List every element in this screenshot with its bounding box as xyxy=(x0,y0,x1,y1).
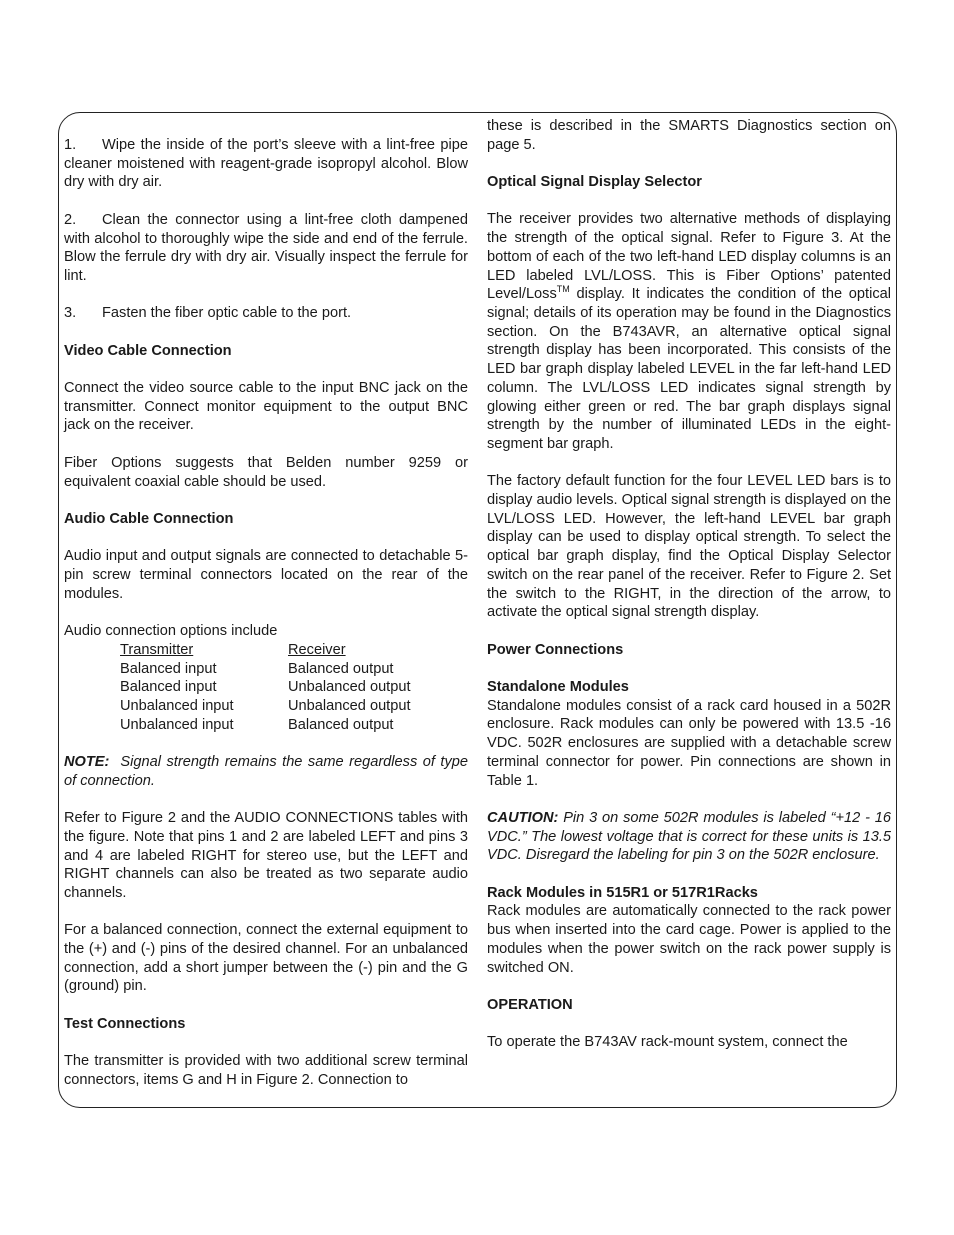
operation-paragraph: To operate the B743AV rack-mount system, connect the xyxy=(487,1034,848,1051)
step-3-number: 3. xyxy=(64,305,77,322)
table-cell: Balanced input xyxy=(120,660,217,677)
audio-options-table xyxy=(120,641,411,735)
step-2-number: 2. xyxy=(64,211,77,228)
table-row xyxy=(120,716,411,735)
audio-table-header-row xyxy=(120,641,411,660)
table-row xyxy=(120,678,411,697)
video-paragraph-2: Fiber Options suggests that Belden number 9259 or equivalent coaxial cable should be used. xyxy=(64,454,468,490)
optical-p1-part-b: display. It indicates the condition of the optical signal; details of its operation may be found in the Diagnostics section. On the B743AVR, an alternative optical signal strength display has been incorporated. This consists of the LED bar graph display labeled LEVEL in the far left-hand LED column. The LVL/LOSS LED indicates signal strength by glowing either green or red. The bar graph displays signal strength by the number of illuminated LEDs in the eight-segment bar graph. xyxy=(487,286,891,452)
table-cell: Balanced output xyxy=(288,716,394,733)
video-paragraph-1: Connect the video source cable to the input BNC jack on the transmitter. Connect monitor equipment to the output BNC jack on the receiver. xyxy=(64,380,468,434)
left-column xyxy=(64,136,468,1108)
rack-modules-heading: Rack Modules in 515R1 or 517R1Racks xyxy=(487,884,758,901)
table-row xyxy=(120,660,411,679)
trademark-mark: TM xyxy=(556,284,570,295)
step-3-text: Fasten the fiber optic cable to the port. xyxy=(102,305,352,322)
audio-cable-heading: Audio Cable Connection xyxy=(64,510,234,527)
table-cell: Unbalanced input xyxy=(120,697,234,714)
table-row xyxy=(120,697,411,716)
continued-paragraph: these is described in the SMARTS Diagnostics section on page 5. xyxy=(487,118,891,153)
audio-options-intro: Audio connection options include xyxy=(64,623,278,640)
optical-selector-heading: Optical Signal Display Selector xyxy=(487,174,702,191)
audio-table-header-transmitter: Transmitter xyxy=(120,641,194,658)
audio-paragraph-3: For a balanced connection, connect the external equipment to the (+) and (-) pins of the desired channel. For an unbalanced connection, add a short jumper between the (-) pin and the G (ground) pin. xyxy=(64,922,468,995)
optical-p1-part-a: The receiver provides two alternative methods of displaying the strength of the optical signal. Refer to Figure 3. At the bottom of each of the two left-hand LED display columns is an LED labeled LVL/LOSS. This is Fiber Options’ patented Level/Loss xyxy=(487,211,891,303)
test-paragraph: The transmitter is provided with two additional screw terminal connectors, items G and H in Figure 2. Connection to xyxy=(64,1053,468,1088)
standalone-modules-heading: Standalone Modules xyxy=(487,679,629,696)
audio-table-header-receiver: Receiver xyxy=(288,641,346,658)
note-text: Signal strength remains the same regardless of type of connection. xyxy=(64,754,469,789)
note-label: NOTE: xyxy=(64,754,110,771)
rack-paragraph: Rack modules are automatically connected to the rack power bus when inserted into the card cage. Power is applied to the modules when the power switch on the rack power supply is switched ON. xyxy=(487,903,891,976)
step-2 xyxy=(64,211,468,286)
table-cell: Unbalanced input xyxy=(120,716,234,733)
optical-paragraph-2: The factory default function for the four LEVEL LED bars is to display audio levels. Optical signal strength is displayed on the LVL/LOSS LED. However, the left-hand LEVEL bar graph display can be used to display optical strength. To select the optical bar graph display, find the Optical Display Selector switch on the rear panel of the receiver. Refer to Figure 2. Set the switch to the RIGHT, in the direction of the arrow, to activate the optical signal strength display. xyxy=(487,473,891,621)
right-column xyxy=(487,117,891,1052)
audio-paragraph-2: Refer to Figure 2 and the AUDIO CONNECTIONS tables with the figure. Note that pins 1 and 2 are labeled LEFT and pins 3 and 4 are labeled RIGHT for stereo use, but the LEFT and RIGHT channels can also be treated as two separate audio channels. xyxy=(64,810,468,901)
caution-text: Pin 3 on some 502R modules is labeled “+12 - 16 VDC.” The lowest voltage that is correct for these units is 13.5 VDC. Disregard the labeling for pin 3 on the 502R enclosure. xyxy=(487,809,891,864)
test-connections-heading: Test Connections xyxy=(64,1015,186,1032)
audio-paragraph-1: Audio input and output signals are connected to detachable 5-pin screw terminal connectors located on the rear of the modules. xyxy=(64,548,468,602)
step-2-text: Clean the connector using a lint-free cloth dampened with alcohol to thoroughly wipe the side and end of the ferrule. Blow the ferrule dry with dry air. Visually inspect the ferrule for lint. xyxy=(64,211,468,284)
power-connections-heading: Power Connections xyxy=(487,641,624,658)
table-cell: Balanced input xyxy=(120,679,217,696)
step-1-text: Wipe the inside of the port’s sleeve with a lint-free pipe cleaner moistened with reagent-grade isopropyl alcohol. Blow dry with dry air. xyxy=(64,137,468,191)
table-cell: Unbalanced output xyxy=(288,679,411,696)
table-cell: Balanced output xyxy=(288,660,394,677)
caution-note xyxy=(487,809,891,865)
signal-note xyxy=(64,753,468,790)
video-cable-heading: Video Cable Connection xyxy=(64,342,232,359)
step-1 xyxy=(64,136,468,192)
caution-label: CAUTION: xyxy=(487,809,559,826)
optical-paragraph-1 xyxy=(487,210,891,453)
step-3 xyxy=(64,304,468,323)
table-cell: Unbalanced output xyxy=(288,697,411,714)
operation-heading: OPERATION xyxy=(487,996,573,1013)
step-1-number: 1. xyxy=(64,137,77,153)
standalone-paragraph: Standalone modules consist of a rack card housed in a 502R enclosure. Rack modules can only be powered with 13.5 -16 VDC. 502R enclosures are supplied with a detachable screw terminal connector for power. Pin connections are shown in Table 1. xyxy=(487,697,891,789)
